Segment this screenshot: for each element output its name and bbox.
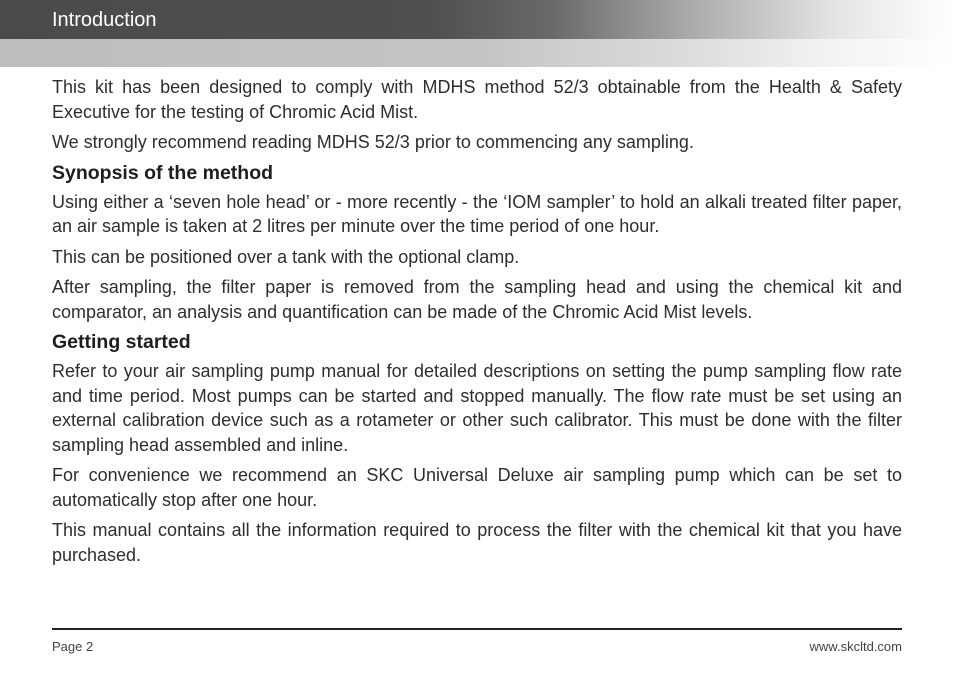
synopsis-paragraph-1: Using either a ‘seven hole head’ or - more recently - the ‘IOM sampler’ to hold an alkali treated filter paper, an air sample is taken at 2 litres per minute over the time period of one hour. (52, 191, 902, 236)
footer-divider (52, 628, 902, 630)
page-number: Page 2 (52, 639, 94, 654)
header-bar (0, 0, 954, 39)
getting-started-paragraph-3: This manual contains all the information required to process the filter with the chemical kit that you have purchased. (52, 520, 902, 565)
getting-started-paragraph-2: For convenience we recommend an SKC Universal Deluxe air sampling pump which can be set to automatically stop after one hour. (52, 465, 902, 510)
synopsis-paragraph-2: This can be positioned over a tank with the optional clamp. (52, 246, 520, 267)
page-title: Introduction (52, 9, 157, 31)
synopsis-paragraph-3: After sampling, the filter paper is removed from the sampling head and using the chemical kit and comparator, an analysis and quantification can be made of the Chromic Acid Mist levels. (52, 277, 902, 322)
intro-paragraph-1: This kit has been designed to comply with MDHS method 52/3 obtainable from the Health & Safety Executive for the testing of Chromic Acid Mist. (52, 77, 902, 122)
intro-paragraph-2: We strongly recommend reading MDHS 52/3 prior to commencing any sampling. (52, 132, 694, 152)
website-link[interactable]: www.skcltd.com (809, 639, 902, 654)
synopsis-heading: Synopsis of the method (52, 161, 274, 184)
getting-started-paragraph-1: Refer to your air sampling pump manual for detailed descriptions on setting the pump sampling flow rate and time period. Most pumps can be started and stopped manually. The flow rate must be set using an external calibration device such as a rotameter or other such calibrator. This must be done with the filter sampling head assembled and inline. (52, 361, 902, 455)
main-content (52, 75, 902, 573)
header-sub-bar (0, 39, 954, 67)
getting-started-heading: Getting started (52, 331, 191, 353)
